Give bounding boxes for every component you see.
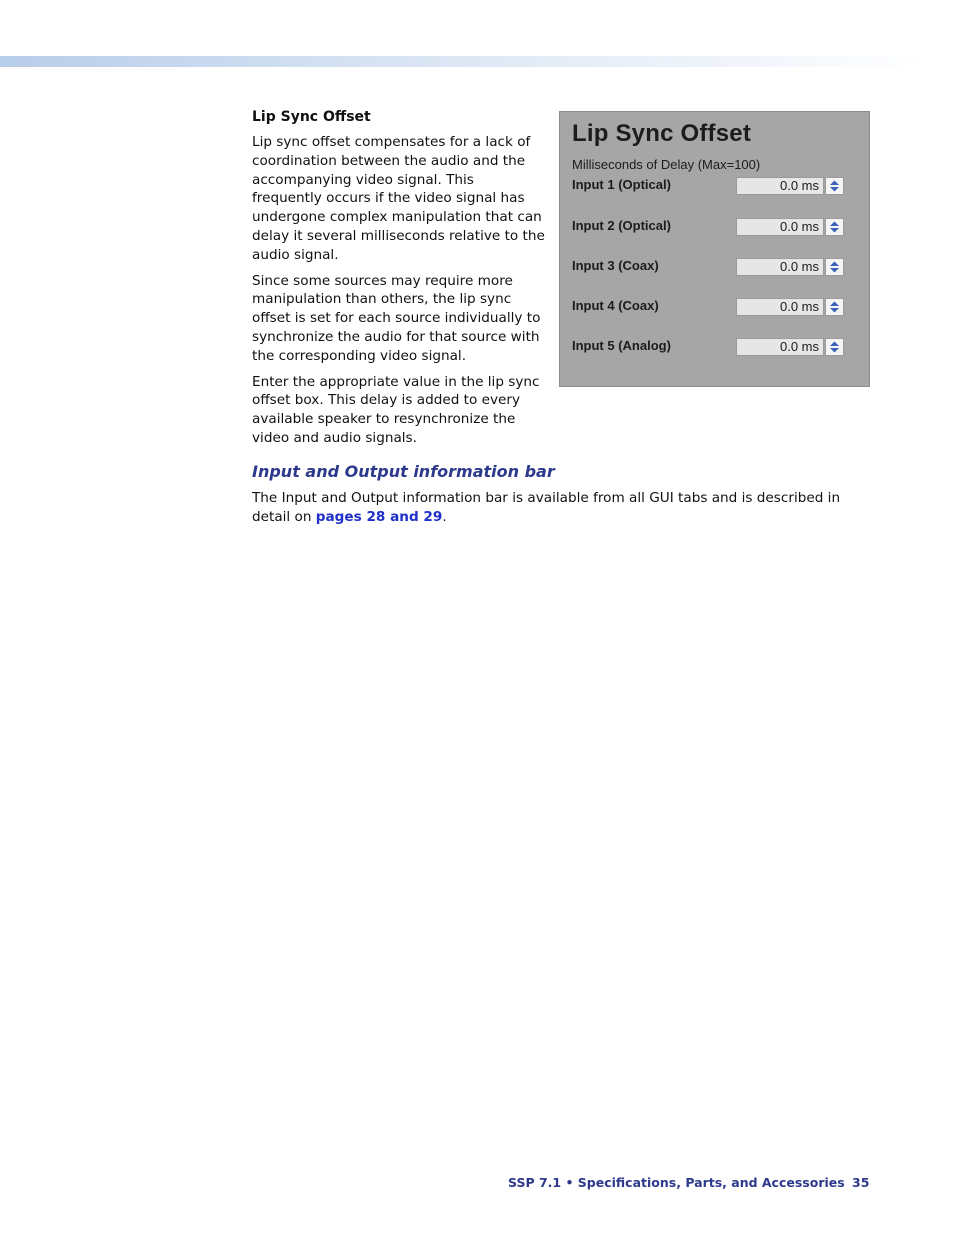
spinner-input-5[interactable] (825, 338, 844, 356)
io-bar-text-end: . (442, 508, 447, 525)
spinner-input-3[interactable] (825, 258, 844, 276)
io-bar-paragraph (252, 489, 872, 527)
lip-sync-paragraph-2: Since some sources may require more manipulation than others, the lip sync offset is set for each source individually to synchronize the audio for that source with the corresponding video signal. (252, 272, 541, 364)
page-number: 35 (852, 1175, 870, 1190)
input-row-2 (572, 216, 857, 238)
input-label: Input 4 (Coax) (572, 298, 659, 313)
up-down-arrows-icon (826, 259, 843, 275)
input-label: Input 5 (Analog) (572, 338, 671, 353)
delay-field-input-5[interactable]: 0.0 ms (736, 338, 824, 356)
lip-sync-paragraph-1: Lip sync offset compensates for a lack of coordination between the audio and the accompanying video signal. This frequently occurs if the video signal has undergone complex manipulation that can delay it several milliseconds relative to the audio signal. (252, 134, 545, 263)
footer-title: SSP 7.1 • Specifications, Parts, and Accessories (508, 1175, 845, 1190)
lip-sync-heading: Lip Sync Offset (252, 109, 371, 125)
lip-sync-paragraph-3: Enter the appropriate value in the lip sync offset box. This delay is added to every available speaker to resynchronize the video and audio signals. (252, 373, 540, 446)
lip-sync-text-column (252, 108, 548, 455)
io-bar-text: The Input and Output information bar is available from all GUI tabs and is described in detail on (252, 490, 841, 525)
delay-field-input-3[interactable]: 0.0 ms (736, 258, 824, 276)
input-label: Input 3 (Coax) (572, 258, 659, 273)
io-bar-heading: Input and Output information bar (252, 462, 555, 481)
header-gradient-bar (0, 56, 930, 67)
delay-field-input-4[interactable]: 0.0 ms (736, 298, 824, 316)
delay-field-input-2[interactable]: 0.0 ms (736, 218, 824, 236)
spinner-input-4[interactable] (825, 298, 844, 316)
spinner-input-1[interactable] (825, 177, 844, 195)
gui-panel-title: Lip Sync Offset (572, 120, 752, 147)
delay-field-input-1[interactable]: 0.0 ms (736, 177, 824, 195)
input-row-4 (572, 296, 857, 318)
gui-panel-subtitle: Milliseconds of Delay (Max=100) (572, 157, 761, 172)
input-label: Input 1 (Optical) (572, 177, 671, 192)
up-down-arrows-icon (826, 219, 843, 235)
lip-sync-gui-screenshot (559, 111, 870, 387)
up-down-arrows-icon (826, 299, 843, 315)
up-down-arrows-icon (826, 178, 843, 194)
input-label: Input 2 (Optical) (572, 218, 671, 233)
spinner-input-2[interactable] (825, 218, 844, 236)
pages-cross-reference-link[interactable]: pages 28 and 29 (315, 508, 443, 525)
input-row-1 (572, 175, 857, 197)
input-row-5 (572, 336, 857, 358)
input-row-3 (572, 256, 857, 278)
up-down-arrows-icon (826, 339, 843, 355)
